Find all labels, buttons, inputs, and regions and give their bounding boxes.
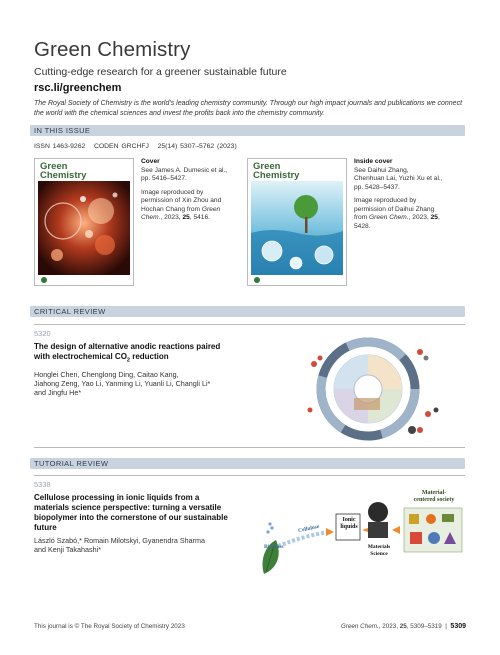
graphic-label-ionic-liquids: Ionic liquids: [340, 517, 358, 530]
tutorial-review-bar: [30, 458, 465, 469]
tutorial-review-label: TUTORIAL REVIEW: [34, 459, 109, 468]
volume-line: 25(14) 5307–5762 (2023): [157, 143, 237, 150]
footer-copyright: This journal is © The Royal Society of Chemistry 2023: [34, 623, 185, 630]
front-cover-image[interactable]: [34, 158, 134, 286]
critical-review-bar: [30, 306, 465, 317]
inside-cover-mini-title: Green Chemistry: [253, 161, 300, 181]
front-cover-mini-title: Green Chemistry: [40, 161, 87, 181]
tutorial-review-divider: [34, 475, 465, 476]
inside-cover-heading: Inside cover: [354, 158, 393, 165]
tutorial-review-page-number: 5338: [34, 480, 51, 489]
critical-review-divider: [34, 324, 465, 325]
graphic-label-material-centered-society: Material- centered society: [413, 490, 455, 503]
tutorial-review-authors: László Szabó,* Romain Milotskyi, Gyanendra Sharma and Kenji Takahashi*: [34, 536, 205, 555]
in-this-issue-bar: [30, 125, 465, 136]
graphic-label-biomass: Biomass: [264, 544, 284, 550]
journal-url[interactable]: rsc.li/greenchem: [34, 82, 122, 94]
front-cover-heading: Cover: [141, 158, 160, 165]
graphic-label-cellulose: Cellulose: [297, 523, 320, 535]
graphic-label-materials-science: Materials Science: [367, 544, 391, 557]
critical-review-title[interactable]: The design of alternative anodic reactions paired with electrochemical $CO_2$ reduction: [34, 342, 221, 364]
tutorial-review-graphic: [254, 484, 465, 584]
footer-citation: Green Chem., 2023, 25, 5309–5319 | 5309: [340, 623, 466, 630]
rsc-blurb: The Royal Society of Chemistry is the world's leading chemistry community. Through our high impact journals and publications we connect the world with the chemical sciences and invest the profits back into the chemistry community.: [34, 100, 463, 117]
journal-title: Green Chemistry: [34, 38, 191, 61]
in-this-issue-label: IN THIS ISSUE: [34, 126, 91, 135]
critical-review-page-number: 5320: [34, 329, 51, 338]
inside-cover-image[interactable]: [247, 158, 347, 286]
critical-review-bottom-divider: [34, 447, 465, 448]
inside-cover-caption: Inside cover See Daihui Zhang, Chenhuan Lai, Yuzhi Xu et al., pp. 5428–5437. Image reproduced by permission of Daihui Zhang from Green Chem., 2023, 25, 5428.: [354, 158, 443, 230]
journal-tagline: Cutting-edge research for a greener sustainable future: [34, 66, 287, 78]
critical-review-graphic: [300, 334, 450, 444]
issn: ISSN 1463-9262: [34, 143, 86, 150]
front-cover-caption: Cover See James A. Dumesic et al., pp. 5416–5427. Image reproduced by permission of Xin Zhou and Hochan Chang from Green Chem., 2023, 25, 5416.: [141, 158, 228, 221]
tutorial-review-title[interactable]: Cellulose processing in ionic liquids from a materials science perspective: turning a versatile biopolymer into the cornerstone of our sustainable future: [34, 493, 228, 532]
critical-review-authors: Honglei Chen, Chenglong Ding, Caitao Kang, Jiahong Zeng, Yao Li, Yanming Li, Yuanli Li, Changli Li* and Jingfu He*: [34, 370, 211, 398]
issue-details: [34, 143, 237, 150]
critical-review-label: CRITICAL REVIEW: [34, 307, 106, 316]
coden: CODEN GRCHFJ: [93, 143, 149, 150]
footer-page-number: 5309: [450, 623, 466, 630]
circular-diagram-graphic: [300, 334, 450, 444]
